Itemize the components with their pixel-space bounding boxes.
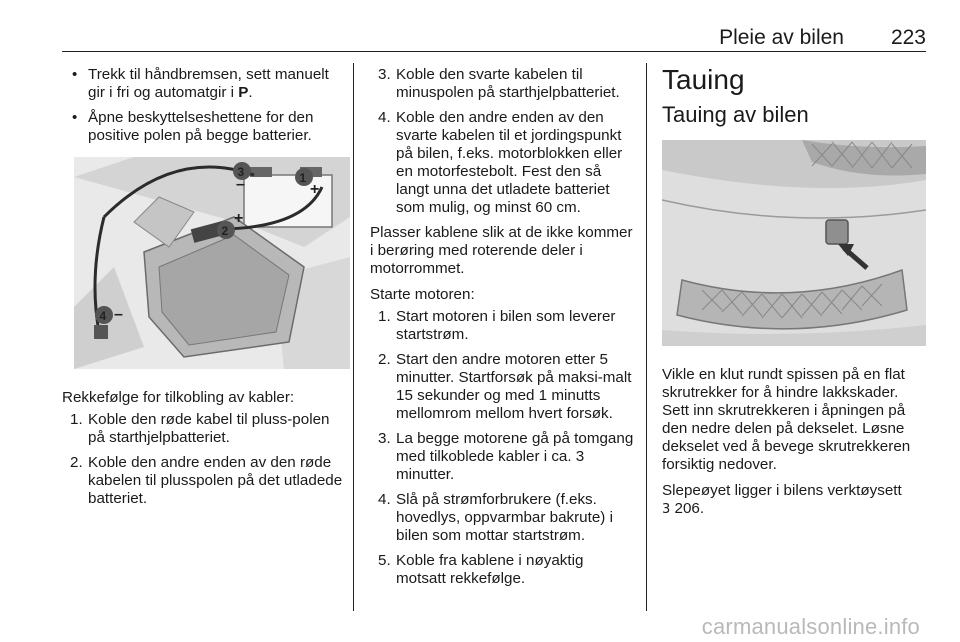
list-item: 1. Start motoren i bilen som leverer startstrøm.: [378, 308, 616, 343]
minus-sign-3: –: [236, 176, 245, 193]
page-header: [62, 20, 926, 52]
callout-2: 2: [221, 224, 229, 238]
list-item: 2. Start den andre motoren etter 5 minutter. Startforsøk på maksi-malt 15 sekunder og med 1 minutts mellomrom mellom hvert forsøk.: [378, 351, 632, 422]
callout-3: 3: [237, 165, 245, 179]
cross-reference-icon: 3: [662, 502, 671, 517]
list-item: 3. Koble den svarte kabelen til minuspolen på starthjelpbatteriet.: [378, 66, 620, 101]
callout-4: 4: [99, 309, 107, 323]
middle-column: [370, 66, 636, 595]
list-item: 4. Slå på strømforbrukere (f.eks. hovedlys, oppvarmbar bakrute) i bilen som mottar startstrøm.: [378, 491, 613, 544]
cable-placement-paragraph: Plasser kablene slik at de ikke kommer i berøring med roterende deler i motorrommet.: [370, 224, 633, 277]
header-rule: [62, 51, 926, 52]
connection-steps: [62, 411, 344, 508]
connection-steps-continued: [370, 66, 636, 217]
section-heading: Tauing: [662, 64, 745, 95]
start-engine-intro: Starte motoren:: [370, 286, 475, 303]
bullet-item: • Åpne beskyttelseshettene for den positive polen på begge batterier.: [62, 109, 344, 145]
plus-sign-2: +: [234, 210, 244, 227]
engine-bay-illustration: [74, 157, 350, 369]
subsection-heading: Tauing av bilen: [662, 102, 809, 127]
minus-sign-4: –: [114, 306, 123, 323]
list-item: 4. Koble den andre enden av den svarte kabelen til et jordingspunkt på bilen, f.eks. motorblokken eller en motorfestebolt. Fest den så langt unna det utladete batteriet som mulig, og minst 60 cm.: [378, 109, 623, 216]
bullet-item: • Trekk til håndbremsen, sett manuelt gir i fri og automatgir i P.: [62, 66, 344, 102]
list-item: 3. La begge motorene gå på tomgang med tilkoblede kabler i ca. 3 minutter.: [378, 430, 634, 483]
jump-start-figure: [74, 157, 350, 369]
towing-figure: [662, 140, 926, 346]
watermark-text: carmanualsonline.info: [701, 614, 920, 639]
list-item: 2. Koble den andre enden av den røde kabelen til plusspolen på det utladede batteriet.: [70, 454, 343, 507]
start-engine-steps: [370, 308, 636, 588]
right-column: [662, 64, 928, 527]
callout-1: 1: [299, 171, 307, 185]
page-number: 223: [890, 26, 926, 49]
cross-reference-link[interactable]: 206.: [674, 500, 705, 517]
column-divider-1: [353, 63, 354, 611]
left-column: [62, 66, 344, 515]
towing-instructions: Vikle en klut rundt spissen på en flat skrutrekker for å hindre lakkskader. Sett inn skrutrekkeren i åpningen på den nedre delen på dekselet. Løsne dekselet ved å bevege skrutrekkeren forsiktig nedover.: [662, 366, 911, 473]
towing-eye-location: Slepeøyet ligger i bilens verktøysett 3 206.: [662, 482, 902, 517]
bumper-illustration: [662, 140, 926, 346]
column-divider-2: [646, 63, 647, 611]
section-title: Pleie av bilen: [719, 26, 844, 49]
plus-sign-1: +: [310, 181, 320, 198]
connection-intro: Rekkefølge for tilkobling av kabler:: [62, 389, 295, 406]
bullet-list: [62, 66, 344, 145]
list-item: 1. Koble den røde kabel til pluss-polen på starthjelpbatteriet.: [70, 411, 330, 446]
list-item: 5. Koble fra kablene i nøyaktig motsatt rekkefølge.: [378, 552, 584, 587]
